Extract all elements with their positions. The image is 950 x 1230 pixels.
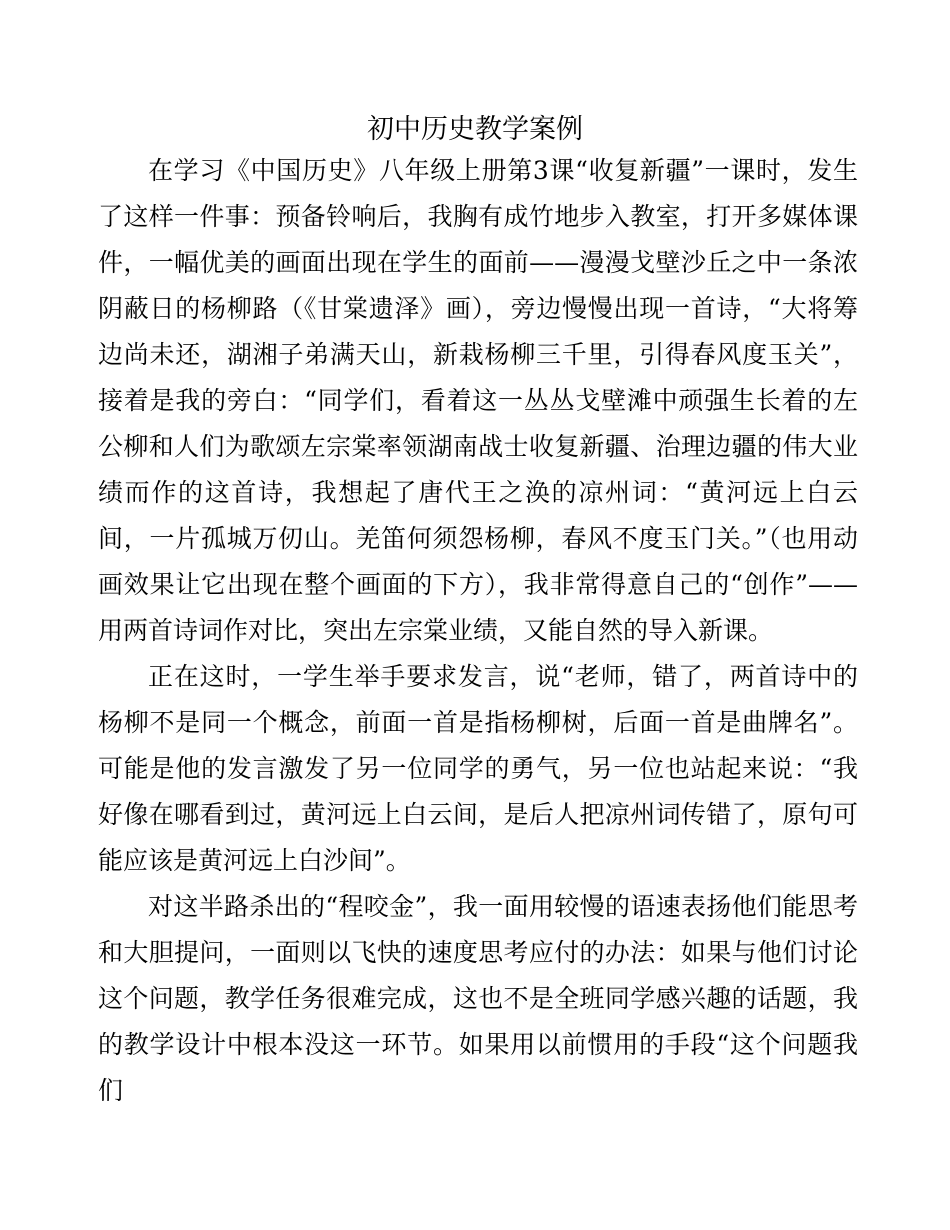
paragraph-3: 对这半路杀出的“程咬金”，我一面用较慢的语速表扬他们能思考和大胆提问，一面则以飞快的速度思考应付的办法：如果与他们讨论这个问题，教学任务很难完成，这也不是全班同学感兴趣的话题，我的教学设计中根本没这一环节。如果用以前惯用的手段“这个问题我们 (98, 892, 858, 1105)
document-title: 初中历史教学案例 (367, 114, 583, 145)
paragraph-2: 正在这时，一学生举手要求发言，说“老师，错了，两首诗中的杨柳不是同一个概念，前面一首是指杨柳树，后面一首是曲牌名”。可能是他的发言激发了另一位同学的勇气，另一位也站起来说：“我好像在哪看到过，黄河远上白云间，是后人把凉州词传错了，原句可能应该是黄河远上白沙间”。 (98, 662, 858, 875)
paragraph-1: 在学习《中国历史》八年级上册第3课“收复新疆”一课时，发生了这样一件事：预备铃响后，我胸有成竹地步入教室，打开多媒体课件，一幅优美的画面出现在学生的面前——漫漫戈壁沙丘之中一条浓阴蔽日的杨柳路（《甘棠遗泽》画），旁边慢慢出现一首诗，“大将筹边尚未还，湖湘子弟满天山，新栽杨柳三千里，引得春风度玉关”，接着是我的旁白：“同学们，看着这一丛丛戈壁滩中顽强生长着的左公柳和人们为歌颂左宗棠率领湖南战士收复新疆、治理边疆的伟大业绩而作的这首诗，我想起了唐代王之涣的凉州词：“黄河远上白云间，一片孤城万仞山。羌笛何须怨杨柳，春风不度玉门关。”（也用动画效果让它出现在整个画面的下方），我非常得意自己的“创作”——用两首诗词作对比，突出左宗棠业绩，又能自然的导入新课。 (98, 156, 858, 645)
document-body (98, 148, 858, 1114)
